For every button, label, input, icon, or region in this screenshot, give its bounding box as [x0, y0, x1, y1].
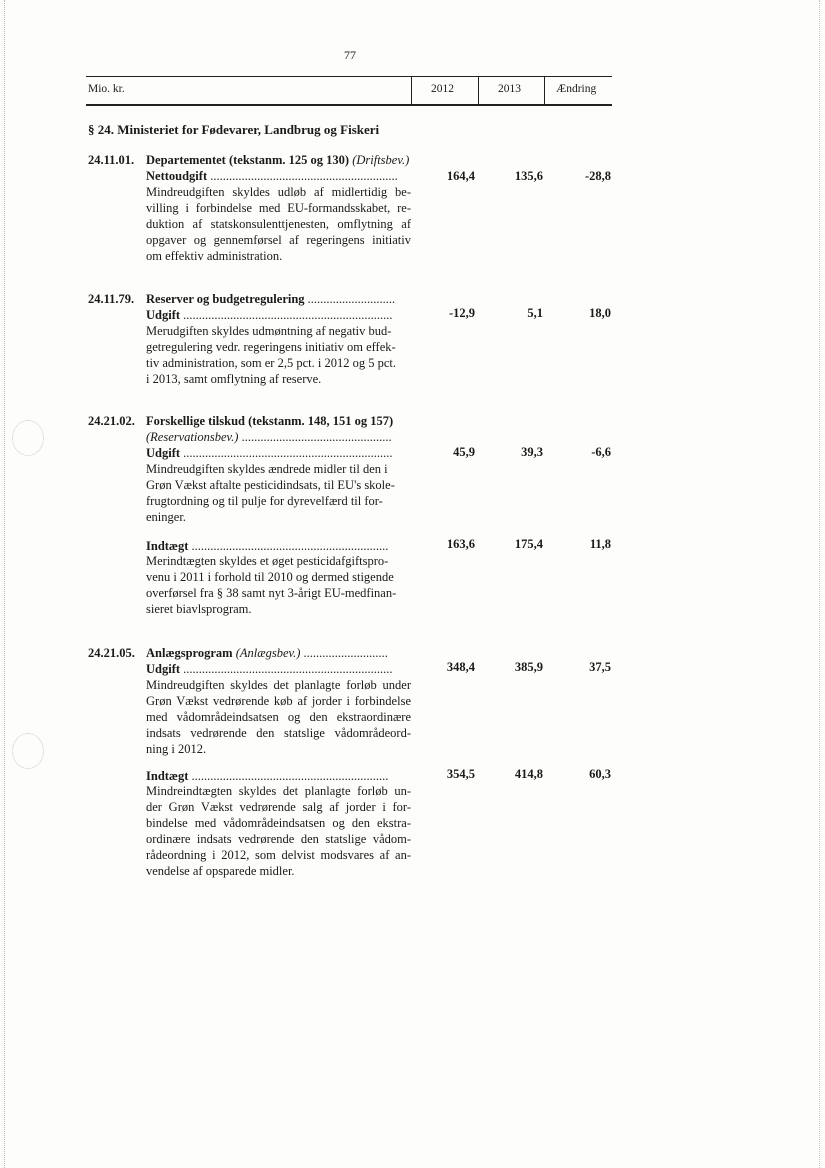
scan-edge-left — [4, 0, 6, 1168]
value-change: -28,8 — [584, 169, 611, 183]
item-label: Udgift ................................................................... — [146, 446, 393, 460]
value-change: 18,0 — [589, 306, 611, 320]
item-label: Udgift ................................................................... — [146, 308, 393, 322]
item-label: Indtægt ............................................................... — [146, 769, 389, 783]
value-2013: 39,3 — [521, 445, 543, 459]
value-2012: 164,4 — [446, 169, 475, 183]
column-divider — [544, 77, 545, 104]
punch-hole-mark — [12, 420, 44, 456]
column-header-table — [86, 76, 612, 106]
account-subtitle: (Reservationsbev.) ................................................ — [146, 430, 392, 444]
section-title: § 24. Ministeriet for Fødevarer, Landbrug og Fiskeri — [88, 122, 380, 137]
value-2012: 163,6 — [446, 537, 475, 551]
value-change: 37,5 — [589, 660, 611, 674]
value-2012: 354,5 — [446, 767, 475, 781]
value-change: 60,3 — [589, 767, 611, 781]
item-description: Mindreudgiften skyldes det planlagte forløb under Grøn Vækst vedrørende køb af jorder i forbindelse med vådområdeindsatsen og den ekstraordinære indsats vedrørende den statslige vådområdeord- ning i 2012. — [146, 678, 411, 756]
item-description: Mindreindtægten skyldes det planlagte forløb un- der Grøn Vækst vedrørende salg af jorder i for- bindelse med vådområdeindsatsen og den ekstra- ordinære indsats vedrørende den statslige vådom- rådeordning i 2012, som delvist modsvares af an- vendelse af opsparede midler. — [146, 784, 411, 878]
column-header-2012: 2012 — [431, 83, 454, 95]
value-change: 11,8 — [589, 537, 611, 551]
account-code: 24.11.01. — [88, 153, 135, 167]
value-2012: -12,9 — [448, 306, 475, 320]
value-2013: 385,9 — [514, 660, 543, 674]
account-title: Departementet (tekstanm. 125 og 130) (Driftsbev.) — [146, 153, 410, 167]
unit-label: Mio. kr. — [88, 83, 125, 95]
page-number: 77 — [344, 48, 356, 62]
item-label: Udgift ................................................................... — [146, 662, 393, 676]
value-change: -6,6 — [591, 445, 611, 459]
account-code: 24.21.02. — [88, 414, 135, 428]
account-title: Forskellige tilskud (tekstanm. 148, 151 og 157) — [146, 414, 394, 428]
value-2013: 5,1 — [527, 306, 543, 320]
account-title: Reserver og budgetregulering ............................ — [146, 292, 396, 306]
value-2012: 348,4 — [446, 660, 475, 674]
account-code: 24.11.79. — [88, 292, 135, 306]
item-description: Mindreudgiften skyldes ændrede midler til den i Grøn Vækst aftalte pesticidindsats, til EU's skole- frugtordning og til pulje for dyrevelfærd til for- eninger. — [146, 462, 395, 524]
item-description: Mindreudgiften skyldes udløb af midlertidig be- villing i forbindelse med EU-formandsskabet, re- duktion af statskonsulenttjenesten, omflytning af opgaver og gennemførsel af regeringens initiativ om effektiv administration. — [146, 185, 411, 263]
account-title: Anlægsprogram (Anlægsbev.) ........................... — [146, 646, 388, 660]
account-code: 24.21.05. — [88, 646, 135, 660]
item-description: Merudgiften skyldes udmøntning af negativ bud- getregulering vedr. regeringens initiativ om effek- tiv administration, som er 2,5 pct. i 2012 og 5 pct. i 2013, samt omflytning af reserve. — [146, 324, 396, 386]
item-description: Merindtægten skyldes et øget pesticidafgiftspro- venu i 2011 i forhold til 2010 og dermed stigende overførsel fra § 38 samt nyt 3-årigt EU-medfinan- sieret biavlsprogram. — [146, 554, 397, 616]
item-label: Nettoudgift ............................................................ — [146, 169, 398, 183]
value-2012: 45,9 — [453, 445, 475, 459]
punch-hole-mark — [12, 733, 44, 769]
item-label: Indtægt ............................................................... — [146, 539, 389, 553]
value-2013: 135,6 — [514, 169, 543, 183]
column-divider — [411, 77, 412, 104]
value-2013: 175,4 — [514, 537, 543, 551]
scan-edge-right — [819, 0, 821, 1168]
value-2013: 414,8 — [514, 767, 543, 781]
column-divider — [478, 77, 479, 104]
column-header-change: Ændring — [556, 83, 597, 95]
column-header-2013: 2013 — [498, 83, 521, 95]
